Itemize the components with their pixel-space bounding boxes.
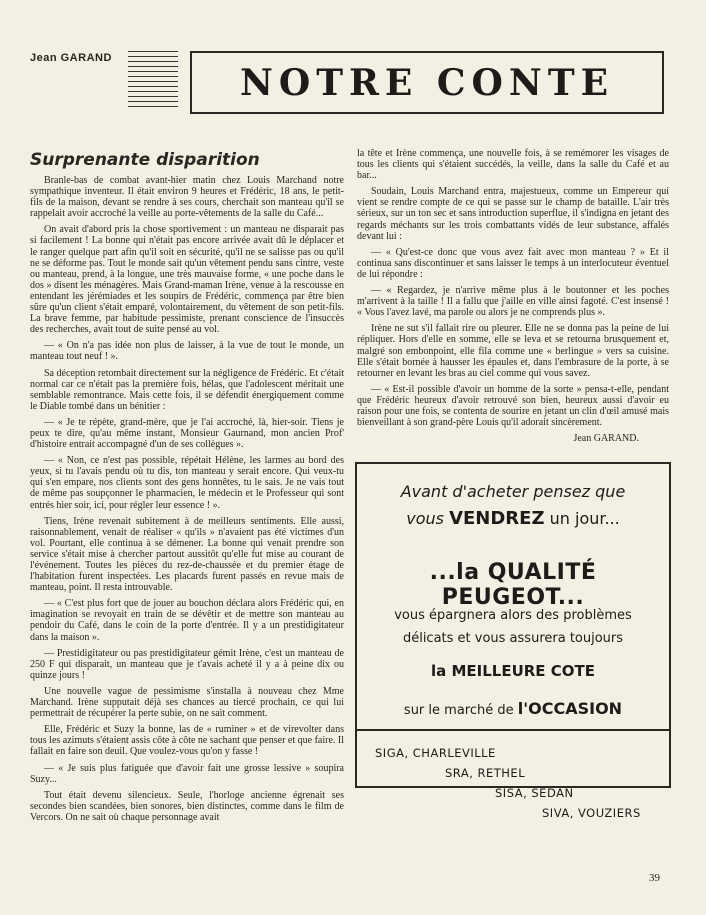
paragraph: — « On n'a pas idée non plus de laisser, à la vue de tout le monde, un manteau tout neuf ! ».	[30, 340, 344, 363]
dealer-sisa: SISA, SEDAN	[495, 786, 574, 800]
ad-cote: la MEILLEURE COTE	[430, 662, 596, 680]
dealer-siga: SIGA, CHARLEVILLE	[375, 746, 496, 760]
ad-divider	[357, 729, 669, 731]
ad-occasion-prefix: sur le marché de	[403, 703, 514, 718]
paragraph: Une nouvelle vague de pessimisme s'installa à nouveau chez Mme Marchand. Irène supputait déjà ses chances au tiercé prochain, ce qui lui permettrait de récupérer la perte subie, on ne sait comment.	[30, 685, 344, 720]
peugeot-advertisement	[355, 462, 671, 820]
story-column-left	[30, 175, 344, 828]
paragraph: Branle-bas de combat avant-hier matin chez Louis Marchand notre sympathique inventeur. Il était environ 9 heures et Frédéric, 18 ans, le petit-fils de la maison, devant se rendre à ses cours, cherchait son manteau qu'il se rappelait avoir accroché la veille au porte-vêtements de la salle du Café...	[30, 175, 344, 220]
page-number: 39	[649, 872, 660, 884]
ad-word-vendrez: VENDREZ	[449, 508, 545, 529]
paragraph: — Prestidigitateur ou pas prestidigitateur gémit Irène, c'est un manteau de 250 F qui disparait, un manteau que je t'avais acheté il y a à peine dix ou quinze jours !	[30, 647, 344, 681]
story-title: Surprenante disparition	[30, 150, 260, 170]
paragraph: — « Regardez, je n'arrive même plus à le boutonner et les poches m'arrivent à la taille ! Il a fallu que j'aille en ville ainsi fagoté. C'est insensé ! « Vous l'avez lavé, ma parole ou alors je ne comprends plus ».	[357, 285, 669, 319]
paragraph: — « Qu'est-ce donc que vous avez fait avec mon manteau ? » Et il continua sans discontinuer et sans laisser le temps à un interlocuteur éventuel de lui répondre :	[357, 246, 669, 280]
paragraph: Tiens, Irène revenait subitement à de meilleurs sentiments. Elle aussi, raisonnablement, venait de réaliser « qu'ils » n'avaient pas été victimes d'un vol. Pourtant, elle continua à se démener. La bonne qui venait prendre son service s'était mise à chercher partout aussitôt qu'elle fut mise au courant de l'événement. Toutes les pièces du rez-de-chaussée et du premier étage de l'habitation furent inspectées. Les placards furent passés en revue mais de manteau, point. Il resta introuvable.	[30, 515, 344, 594]
ad-subheadline	[357, 508, 669, 529]
paragraph: On avait d'abord pris la chose sportivement : un manteau ne disparait pas si facilement ! La bonne qui n'était pas encore arrivée avait dû le déplacer et le ranger quelque part afin qu'il soit en sécurité, qu'il ne se salisse pas ou qu'il ne se déforme pas. Tout le monde sait qu'un vêtement pendu sans cintre, veste ou manteau, prend, à la longue, une très mauvaise forme, « une poche dans le dos » disent les ménagères. Mais Grand-maman Irène, venue à la rescousse en entendant les jérémiades et les soupirs de Frédéric, commença par être bien sûre qu'un client s'était emparé, volontairement, du vêtement de son petit-fils. La brave femme, par habitude pessimiste, prenant conscience de l'insuccès des recherches, avait tout de suite pensé au vol.	[30, 224, 344, 336]
paragraph: — « Je te répète, grand-mère, que je l'ai accroché, là, hier-soir. Tiens je peux te dire, qu'au même instant, Monsieur Gaurnand, mon ancien Prof' d'histoire entrait accompagné d'un de ses collègues ».	[30, 416, 344, 451]
ad-text-line: vous épargnera alors des problèmes	[394, 608, 632, 623]
paragraph: — « Je suis plus fatiguée que d'avoir fait une grosse lessive » soupira Suzy...	[30, 762, 344, 785]
author-signature: Jean GARAND.	[573, 433, 639, 445]
paragraph: Irène ne sut s'il fallait rire ou pleurer. Elle ne se donna pas la peine de lui répliquer. Hors d'elle en somme, elle se leva et se retourna brusquement et, malgré son embonpoint, elle fila comme une « berlingue » vers sa cuisine. Elle s'était bornée à hausser les épaules et, dans l'embrasure de la porte, à se retourner en levant les bras au ciel comme qui vous savez.	[357, 323, 669, 379]
paragraph: la tête et Irène commença, une nouvelle fois, à se remémorer les visages de tous les clients qui s'étaient succédés, la veille, dans la salle du Café et au bar...	[357, 148, 669, 182]
ad-text-line: délicats et vous assurera toujours	[402, 631, 624, 646]
paragraph: Soudain, Louis Marchand entra, majestueux, comme un Empereur qui vient se rendre compte de ce qui se passe sur le champ de bataille. L'air très sérieux, sur un ton sec et sans introduction superflue, il s'indigna en jetant des regards méchants sur les trois combattants vidés de leur substance, affalés devant lui :	[357, 186, 669, 242]
section-title: NOTRE CONTE	[239, 61, 615, 104]
paragraph: — « C'est plus fort que de jouer au bouchon déclara alors Frédéric qui, en imagination se revoyait en train de se dévêtir et de mettre son manteau au pendoir du Café, dans le coin de la porte d'entrée. Il y a un prestidigitateur dans la maison ».	[30, 598, 344, 643]
dealer-siva: SIVA, VOUZIERS	[542, 806, 641, 820]
paragraph: Tout était devenu silencieux. Seule, l'horloge ancienne égrenait ses secondes bien scandées, bien sonores, bien distinctes, comme dans le film de Vercors. On ne sait où chaque personnage avait	[30, 789, 344, 823]
paragraph: Elle, Frédéric et Suzy la bonne, las de « ruminer » et de virevolter dans tous les azimuts s'étaient assis côte à côte ne sachant que penser et que faire. Il fallait en faire son deuil. Que voulez-vous qu'on y fasse !	[30, 724, 344, 758]
paragraph: — « Non, ce n'est pas possible, répétait Hélène, les larmes au bord des yeux, si tu l'avais pendu où tu dis, ton manteau y serait encore. Qui veux-tu qui s'en empare, nos clients sont des gens honnêtes, tu le sais. Je ne vais tout de même pas soupçonner le pharmacien, le médecin et le Professeur qui sont entrés hier soir, ici, pour régler leur essence ! ».	[30, 455, 344, 511]
decorative-rule-lines	[128, 51, 178, 114]
paragraph: — « Est-il possible d'avoir un homme de la sorte » pensa-t-elle, pendant que Frédéric heureux d'avoir retrouvé son bien, heureux aussi d'avoir eu raison pour une fois, se contenta de sourire en jetant un clin d'œil amusé mais bienveillant à son grand-père Louis qu'il adorait sincèrement.	[357, 383, 669, 429]
author-name: Jean GARAND	[30, 52, 112, 64]
dealer-sra: SRA, RETHEL	[445, 766, 526, 780]
ad-word-un-jour: un jour...	[549, 509, 620, 528]
ad-headline: Avant d'acheter pensez que	[400, 482, 626, 501]
story-column-right	[357, 148, 669, 444]
ad-occasion-line	[357, 699, 669, 718]
paragraph: Sa déception retombait directement sur la négligence de Frédéric. Et c'était normal car ce n'était pas la première fois, hélas, que l'adolescent méritait une semblable remontrance. Mais cette fois, il se défendit énergiquement comme le Diable tombé dans un bénitier :	[30, 367, 344, 412]
section-title-box	[190, 51, 664, 114]
ad-occasion-word: l'OCCASION	[517, 699, 623, 718]
ad-quality-slogan: ...la QUALITÉ PEUGEOT...	[429, 560, 597, 610]
ad-word-vous: vous	[406, 509, 444, 528]
